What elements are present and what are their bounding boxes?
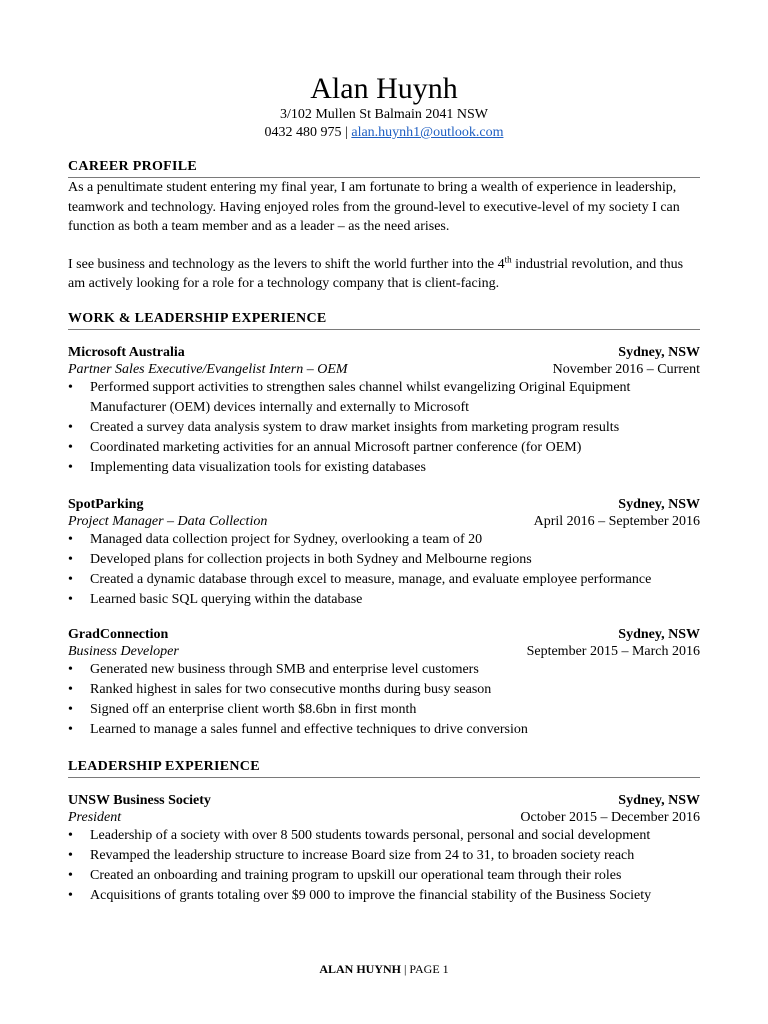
resume-name: Alan Huynh (310, 72, 458, 105)
job-dates: October 2015 – December 2016 (520, 809, 700, 825)
job-dates: April 2016 – September 2016 (533, 513, 700, 529)
phone-number: 0432 480 975 | (264, 125, 348, 140)
job-role: Partner Sales Executive/Evangelist Intern – OEM (68, 361, 348, 377)
bullet-icon: • (68, 867, 73, 883)
job-role: Project Manager – Data Collection (68, 513, 268, 529)
bullet-icon: • (68, 571, 73, 587)
bullet-icon: • (68, 661, 73, 677)
list-item: • Leadership of a society with over 8 500 students towards personal, personal and social development (68, 826, 700, 846)
job-location: Sydney, NSW (618, 792, 700, 808)
bullet-icon: • (68, 459, 73, 475)
job-entry (68, 496, 700, 610)
career-profile-heading: CAREER PROFILE (68, 158, 700, 178)
email-link[interactable]: alan.huynh1@outlook.com (351, 125, 504, 140)
list-item: • Managed data collection project for Sydney, overlooking a team of 20 (68, 530, 700, 550)
bullet-icon: • (68, 827, 73, 843)
job-location: Sydney, NSW (618, 344, 700, 360)
job-role: Business Developer (68, 643, 179, 659)
job-entry (68, 792, 700, 906)
list-item: • Signed off an enterprise client worth $8.6bn in first month (68, 700, 700, 720)
bullet-icon: • (68, 591, 73, 607)
company-name: Microsoft Australia (68, 344, 185, 360)
resume-page (68, 72, 700, 906)
job-bullets (68, 826, 700, 906)
job-bullets (68, 378, 700, 478)
profile-paragraph-2 (68, 255, 700, 294)
profile-paragraph-1: As a penultimate student entering my final year, I am fortunate to bring a wealth of experience in leadership, teamwork and technology. Having enjoyed roles from the ground-level to executive-level of my society I can function as both a team member and as a leader – as the need arises. (68, 180, 680, 234)
bullet-icon: • (68, 551, 73, 567)
profile-paragraph-2-text: I see business and technology as the levers to shift the world further into the 4 (68, 256, 505, 272)
job-location: Sydney, NSW (618, 496, 700, 512)
list-item: • Coordinated marketing activities for an annual Microsoft partner conference (for OEM) (68, 438, 700, 458)
bullet-icon: • (68, 847, 73, 863)
address-line: 3/102 Mullen St Balmain 2041 NSW (279, 107, 489, 122)
job-bullets (68, 660, 700, 740)
list-item: • Ranked highest in sales for two consecutive months during busy season (68, 680, 700, 700)
work-experience-heading: WORK & LEADERSHIP EXPERIENCE (68, 310, 700, 330)
job-dates: September 2015 – March 2016 (526, 643, 700, 659)
leadership-experience-heading: LEADERSHIP EXPERIENCE (68, 758, 700, 778)
profile-paragraph-2-rest: industrial revolution, and thus am actively looking for a role for a technology company that is client-facing. (68, 256, 684, 291)
list-item: • Developed plans for collection projects in both Sydney and Melbourne regions (68, 550, 700, 570)
list-item: • Created a survey data analysis system to draw market insights from marketing program results (68, 418, 700, 438)
footer-page-number: | PAGE 1 (401, 962, 449, 976)
ordinal-suffix: th (504, 253, 512, 264)
list-item: • Created an onboarding and training program to upskill our operational team through their roles (68, 866, 700, 886)
contact-line (68, 124, 700, 142)
list-item: • Learned basic SQL querying within the database (68, 590, 700, 610)
bullet-icon: • (68, 531, 73, 547)
bullet-icon: • (68, 701, 73, 717)
job-dates: November 2016 – Current (552, 361, 700, 377)
list-item: • Performed support activities to strengthen sales channel whilst evangelizing Original Equipment Manufacturer (OEM) devices internally and externally to Microsoft (68, 379, 631, 415)
list-item: • Generated new business through SMB and enterprise level customers (68, 660, 700, 680)
list-item: • Created a dynamic database through excel to measure, manage, and evaluate employee performance (68, 570, 700, 590)
list-item: • Revamped the leadership structure to increase Board size from 24 to 31, to broaden society reach (68, 846, 700, 866)
list-item: • Implementing data visualization tools for existing databases (68, 458, 700, 478)
bullet-icon: • (68, 419, 73, 435)
page-footer (0, 962, 768, 977)
job-location: Sydney, NSW (618, 626, 700, 642)
bullet-icon: • (68, 721, 73, 737)
job-entry (68, 344, 700, 478)
company-name: SpotParking (68, 496, 144, 512)
bullet-icon: • (68, 379, 73, 395)
company-name: GradConnection (68, 626, 169, 642)
company-name: UNSW Business Society (68, 792, 211, 808)
bullet-icon: • (68, 439, 73, 455)
job-role: President (68, 809, 122, 825)
bullet-icon: • (68, 887, 73, 903)
list-item: • Acquisitions of grants totaling over $9 000 to improve the financial stability of the Business Society (68, 886, 700, 906)
list-item: • Learned to manage a sales funnel and effective techniques to drive conversion (68, 720, 700, 740)
job-bullets (68, 530, 700, 610)
bullet-icon: • (68, 681, 73, 697)
job-entry (68, 626, 700, 740)
footer-name: ALAN HUYNH (319, 962, 402, 976)
